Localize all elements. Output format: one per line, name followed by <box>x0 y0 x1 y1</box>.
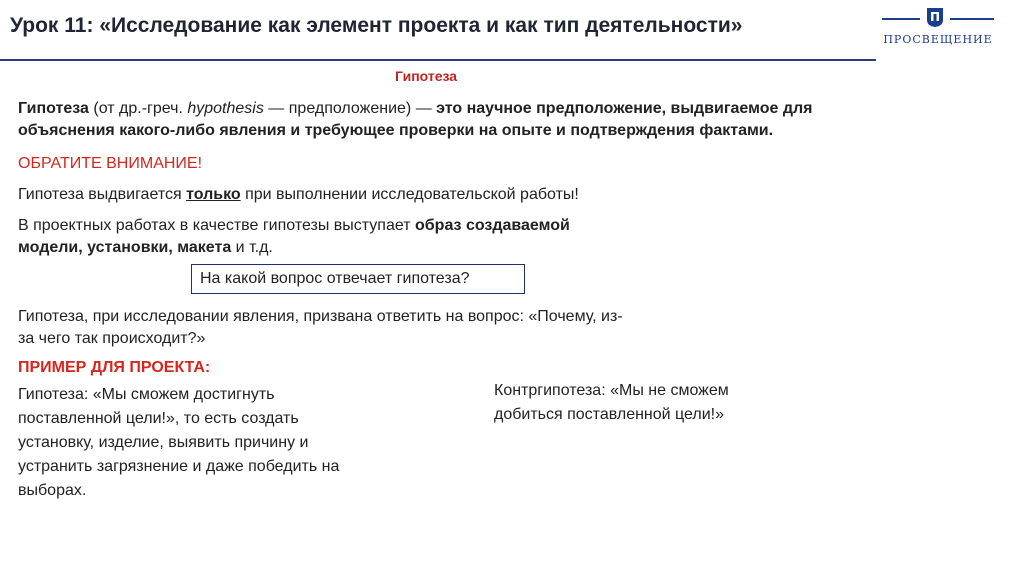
answer-line-1: Гипотеза, при исследовании явления, призвана ответить на вопрос: «Почему, из- <box>18 308 623 325</box>
prosveshchenie-logo-icon <box>925 6 945 28</box>
hypothesis-example <box>18 383 438 503</box>
lesson-title: «Исследование как элемент проекта и как тип деятельности» <box>99 14 743 37</box>
example-heading: ПРИМЕР ДЛЯ ПРОЕКТА: <box>18 359 211 376</box>
hypothesis-line: поставленной цели!», то есть создать <box>18 410 299 427</box>
hypothesis-line: устранить загрязнение и даже победить на <box>18 458 340 475</box>
only-sentence-start: Гипотеза выдвигается <box>18 186 187 203</box>
logo-left-line <box>882 18 920 20</box>
etymology-prefix: (от др.-греч. <box>88 100 188 117</box>
definition-body-end: объяснения какого-либо явления и требующее проверки на опыте и подтверждения фактами. <box>18 122 774 139</box>
lesson-number: Урок 11: <box>10 14 94 37</box>
hypothesis-line: выборах. <box>18 482 87 499</box>
answer-paragraph <box>18 306 738 350</box>
definition-term: Гипотеза <box>18 100 89 117</box>
only-emphasis: только <box>186 186 241 203</box>
projects-line-1 <box>18 215 698 237</box>
hypothesis-line: Гипотеза: «Мы сможем достигнуть <box>18 386 275 403</box>
answer-line-2: за чего так происходит?» <box>18 330 206 347</box>
section-heading: Гипотеза <box>395 68 458 84</box>
projects-bold-2: модели, установки, макета <box>18 239 232 256</box>
publisher-logo <box>876 6 1000 50</box>
projects-bold-1: образ создаваемой <box>415 217 570 234</box>
counter-hypothesis <box>494 379 814 427</box>
projects-paragraph <box>18 215 698 259</box>
counter-line: Контргипотеза: «Мы не сможем <box>494 382 729 399</box>
projects-line-2 <box>18 237 698 259</box>
attention-notice: ОБРАТИТЕ ВНИМАНИЕ! <box>18 155 203 172</box>
projects-tail: и т.д. <box>231 239 273 256</box>
etymology-suffix: — предположение) — <box>263 100 437 117</box>
logo-wordmark: ПРОСВЕЩЕНИЕ <box>883 33 993 46</box>
etymology-word: hypothesis <box>187 100 264 117</box>
header-rule <box>0 59 876 61</box>
definition-line-1 <box>18 98 1018 120</box>
slide-title <box>10 14 742 38</box>
hypothesis-line: установку, изделие, выявить причину и <box>18 434 309 451</box>
definition-body-start: это научное предположение, выдвигаемое для <box>436 100 813 117</box>
definition-paragraph <box>18 98 1018 142</box>
counter-line: добиться поставленной цели!» <box>494 406 725 423</box>
only-sentence <box>18 184 579 206</box>
only-sentence-end: при выполнении исследовательской работы! <box>240 186 579 203</box>
projects-plain: В проектных работах в качестве гипотезы выступает <box>18 217 416 234</box>
definition-line-2 <box>18 120 1018 142</box>
question-box: На какой вопрос отвечает гипотеза? <box>191 264 525 294</box>
logo-right-line <box>950 18 994 20</box>
